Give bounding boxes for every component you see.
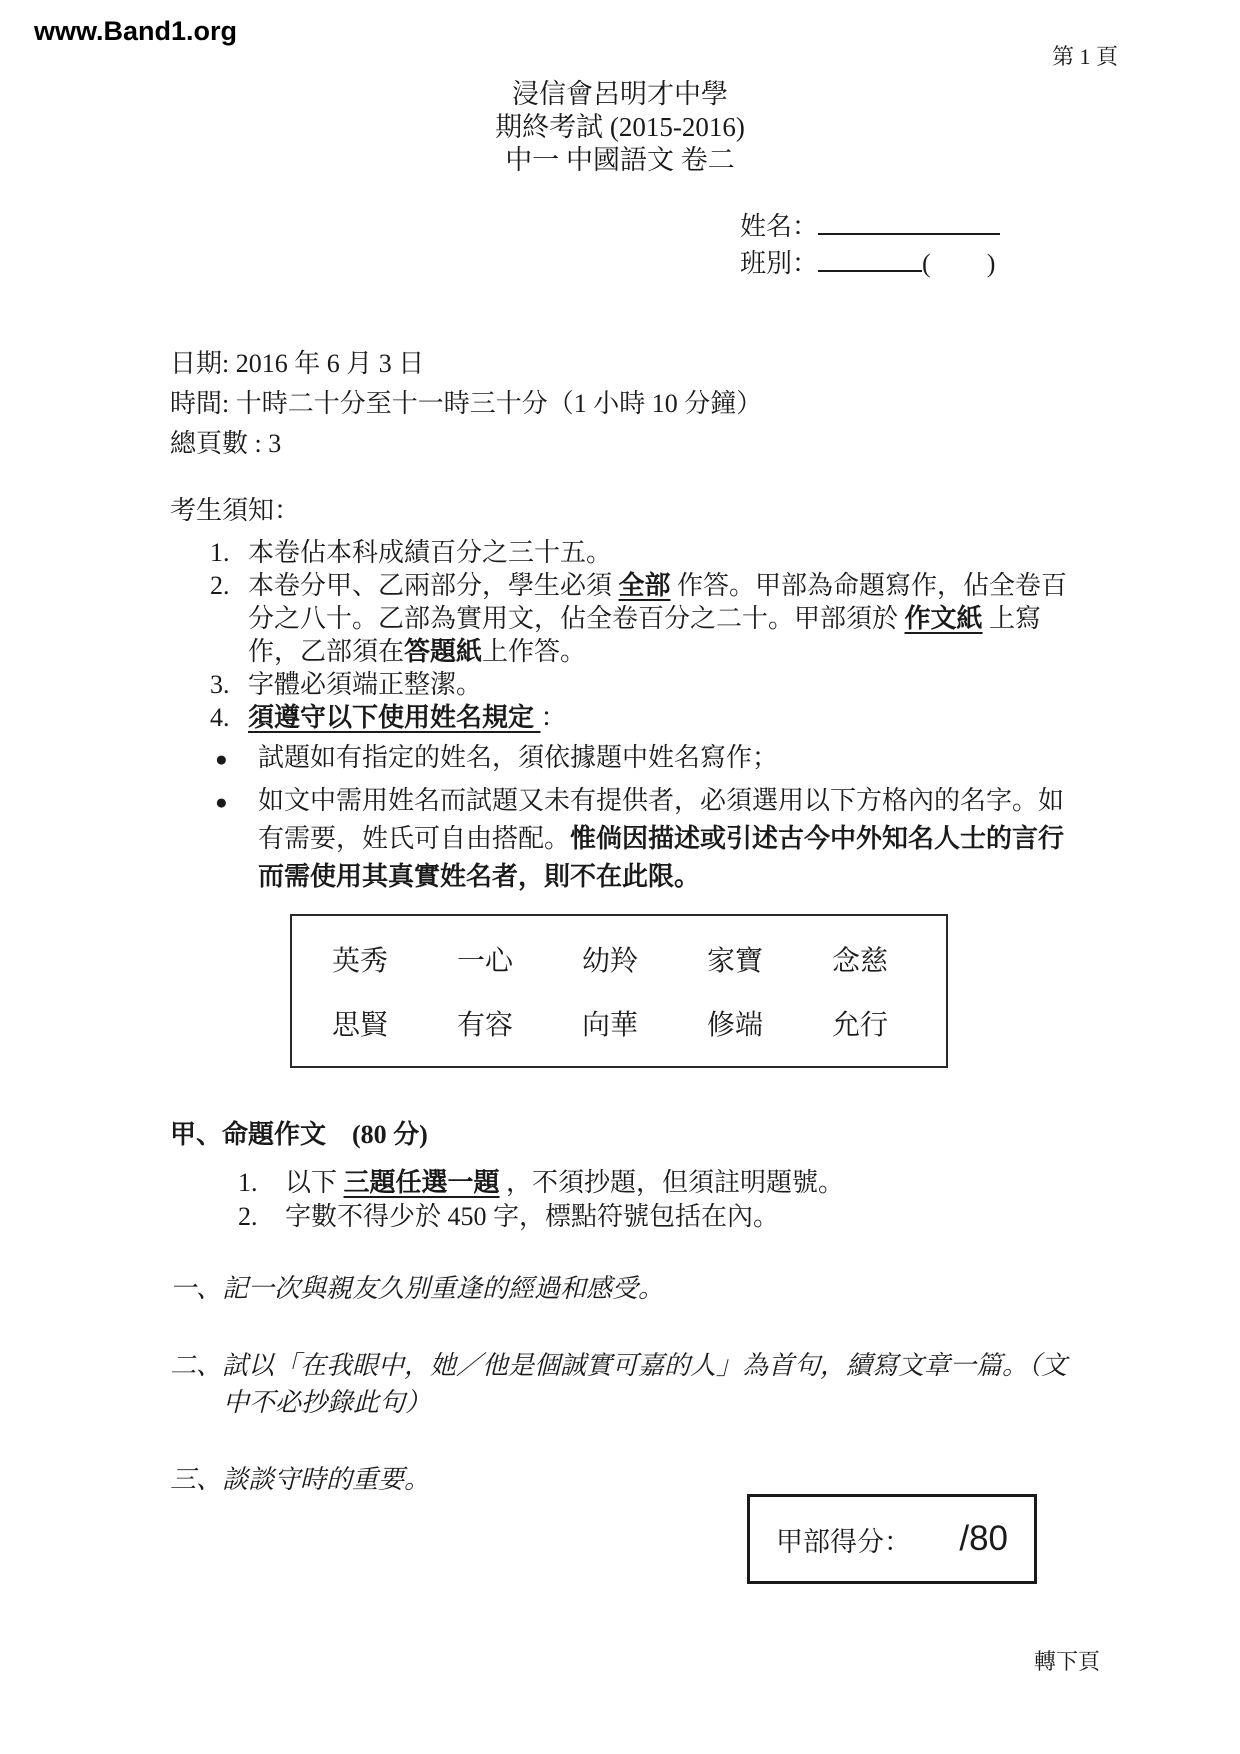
name-label: 姓名： [740, 212, 819, 241]
bullet-icon: ● [215, 747, 228, 771]
score-box-total: /80 [959, 1519, 1008, 1558]
name-option: 英秀 [332, 946, 389, 978]
notice-item-1-text: 本卷佔本科成績百分之三十五。 [248, 538, 613, 567]
student-info-block [740, 208, 1000, 282]
name-option: 家寶 [706, 946, 763, 978]
section-a-item-1 [170, 1166, 1075, 1200]
essay-question-1: 一、記一次與親友久別重逢的經過和感受。 [170, 1274, 665, 1303]
name-option: 念慈 [831, 946, 888, 978]
name-option: 一心 [456, 946, 513, 978]
essay-question-2: 二、試以「在我眼中，她／他是個誠實可嘉的人」為首句，續寫文章一篇。（文中不必抄錄此句） [170, 1351, 1068, 1417]
essay-question-3: 三、談談守時的重要。 [170, 1465, 431, 1494]
class-label: 班別： [740, 249, 819, 278]
candidate-notice [170, 494, 1075, 896]
notice-item-4 [170, 701, 1075, 734]
allowed-names-box [290, 914, 948, 1068]
exam-time: 時間: 十時二十分至十一時三十分（1 小時 10 分鐘） [170, 389, 763, 418]
school-name: 浸信會呂明才中學 [512, 79, 728, 109]
exam-total-pages: 總頁數 : 3 [170, 429, 282, 458]
paper-title: 中一 中國語文 卷二 [505, 145, 735, 175]
section-a-score-box [747, 1494, 1037, 1584]
student-name-row [740, 208, 1000, 245]
notice-item-4-text: 須遵守以下使用姓名規定 ： [248, 703, 567, 732]
notice-title: 考生須知： [170, 496, 301, 525]
notice-item-3 [170, 668, 1075, 701]
notice-bullet-1-text: 試題如有指定的姓名，須依據題中姓名寫作； [258, 743, 779, 772]
section-a-item-1-number: 1. [238, 1168, 258, 1197]
name-option: 思賢 [332, 1009, 389, 1041]
class-paren-open: ( [922, 249, 931, 278]
notice-item-2-text: 本卷分甲、乙兩部分，學生必須 全部 作答。甲部為命題寫作，佔全卷百分之八十。乙部為實用文，佔全卷百分之二十。甲部須於 作文紙 上寫作，乙部須在答題紙上作答。 [248, 571, 1068, 666]
section-a-heading: 甲、命題作文 (80 分) [170, 1120, 428, 1149]
name-option: 向華 [581, 1009, 638, 1041]
student-class-row [740, 245, 1000, 282]
class-paren-close: ) [986, 249, 996, 278]
name-option: 允行 [831, 1009, 888, 1041]
class-blank-field [818, 246, 922, 272]
turn-page-note: 轉下頁 [1034, 1649, 1101, 1674]
notice-bullet-1 [170, 739, 1075, 777]
bullet-icon: ● [215, 790, 228, 814]
name-option: 幼羚 [581, 946, 638, 978]
notice-item-4-number: 4. [210, 703, 230, 732]
exam-title: 期終考試 (2015-2016) [495, 112, 745, 142]
names-row-2 [292, 1003, 946, 1043]
notice-item-3-number: 3. [210, 670, 230, 699]
score-box-label: 甲部得分： [776, 1526, 911, 1557]
name-blank-field [818, 209, 1000, 235]
name-option: 修端 [706, 1009, 763, 1041]
notice-item-1 [170, 536, 1075, 569]
section-a-composition [170, 1118, 1075, 1234]
notice-bullet-2-text: 如文中需用姓名而試題又未有提供者，必須選用以下方格內的名字。如有需要，姓氏可自由搭配。惟倘因描述或引述古今中外知名人士的言行而需使用其真實姓名者，則不在此限。 [258, 786, 1065, 891]
page-number: 第 1 頁 [1052, 44, 1119, 69]
section-a-item-2-number: 2. [238, 1202, 258, 1231]
exam-info-block [170, 344, 762, 464]
section-a-item-2 [170, 1200, 1075, 1234]
section-a-item-2-text: 字數不得少於 450 字，標點符號包括在內。 [285, 1202, 780, 1231]
notice-item-3-text: 字體必須端正整潔。 [248, 670, 483, 699]
exam-date: 日期: 2016 年 6 月 3 日 [170, 349, 425, 378]
notice-item-1-number: 1. [210, 538, 230, 567]
section-a-item-1-text: 以下 三題任選一題 ，不須抄題，但須註明題號。 [285, 1168, 845, 1197]
notice-item-2-number: 2. [210, 571, 230, 600]
notice-item-2 [170, 569, 1075, 668]
title-block [0, 78, 1240, 177]
names-row-1 [292, 939, 946, 979]
name-option: 有容 [456, 1009, 513, 1041]
watermark-text: www.Band1.org [34, 16, 238, 46]
notice-bullet-2 [170, 782, 1075, 896]
